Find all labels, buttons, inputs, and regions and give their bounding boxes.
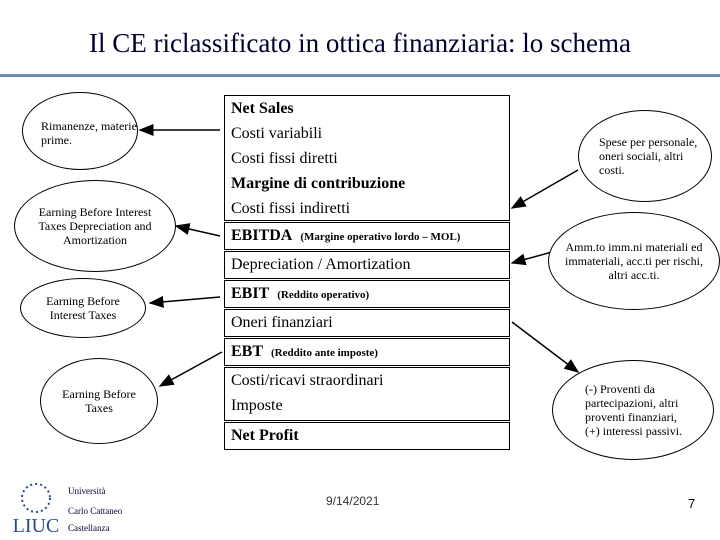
oval-ammortamenti: Amm.to imm.ni materiali ed immateriali, acc.ti per rischi, altri acc.ti.: [548, 212, 720, 310]
ebit-label: EBIT: [231, 285, 270, 302]
line-straordinari: Costi/ricavi straordinari: [231, 372, 384, 389]
university-line-3: Castellanza: [68, 523, 110, 533]
oval-rimanenze: Rimanenze, materie prime.: [22, 92, 138, 170]
footer-date: 9/14/2021: [326, 494, 380, 508]
line-depreciation: Depreciation / Amortization: [231, 256, 411, 273]
line-margine: Margine di contribuzione: [231, 175, 406, 192]
block-ebt: [224, 338, 510, 366]
university-line-2: Carlo Cattaneo: [68, 506, 123, 516]
block-depreciation: [224, 251, 510, 279]
block-net-profit: [224, 422, 510, 450]
arrow-to-ebt-oval: [160, 352, 222, 386]
page-title: Il CE riclassificato in ottica finanziaria: lo schema: [88, 28, 632, 58]
block-ebit: [224, 280, 510, 308]
ebt-note: (Reddito ante imposte): [271, 347, 378, 359]
arrow-to-costi-fissi: [512, 170, 578, 208]
line-costi-fissi-diretti: Costi fissi diretti: [231, 150, 338, 167]
oval-ebitda: Earning Before Interest Taxes Depreciation and Amortization: [14, 180, 176, 272]
logo-text: LIUC: [12, 515, 60, 537]
ebt-label: EBT: [231, 343, 264, 360]
ebitda-note: (Margine operativo lordo – MOL): [300, 231, 461, 243]
line-oneri: Oneri finanziari: [231, 314, 333, 331]
liuc-logo: [6, 480, 66, 538]
page-number: 7: [688, 496, 696, 511]
line-costi-fissi-indiretti: Costi fissi indiretti: [231, 200, 351, 217]
oval-proventi: (-) Proventi da partecipazioni, altri proventi finanziari, (+) interessi passivi.: [552, 360, 714, 460]
university-line-1: Università: [68, 486, 106, 496]
block-tax: [224, 367, 510, 421]
ebitda-label: EBITDA: [231, 227, 293, 244]
ebit-note: (Reddito operativo): [277, 289, 370, 301]
arrow-to-proventi: [512, 322, 578, 372]
line-imposte: Imposte: [231, 397, 283, 414]
block-margins: [224, 95, 510, 221]
oval-spese-personale: Spese per personale, oneri sociali, altri costi.: [578, 110, 712, 202]
block-ebitda: [224, 222, 510, 250]
line-net-sales: Net Sales: [231, 100, 294, 117]
arrow-to-ebitda-oval: [176, 226, 220, 236]
block-oneri: [224, 309, 510, 337]
arrow-to-ebit-oval: [150, 297, 220, 303]
line-net-profit: Net Profit: [231, 427, 299, 444]
line-costi-variabili: Costi variabili: [231, 125, 323, 142]
oval-ebit: Earning Before Interest Taxes: [20, 278, 146, 338]
oval-ebt: Earning Before Taxes: [40, 358, 158, 444]
